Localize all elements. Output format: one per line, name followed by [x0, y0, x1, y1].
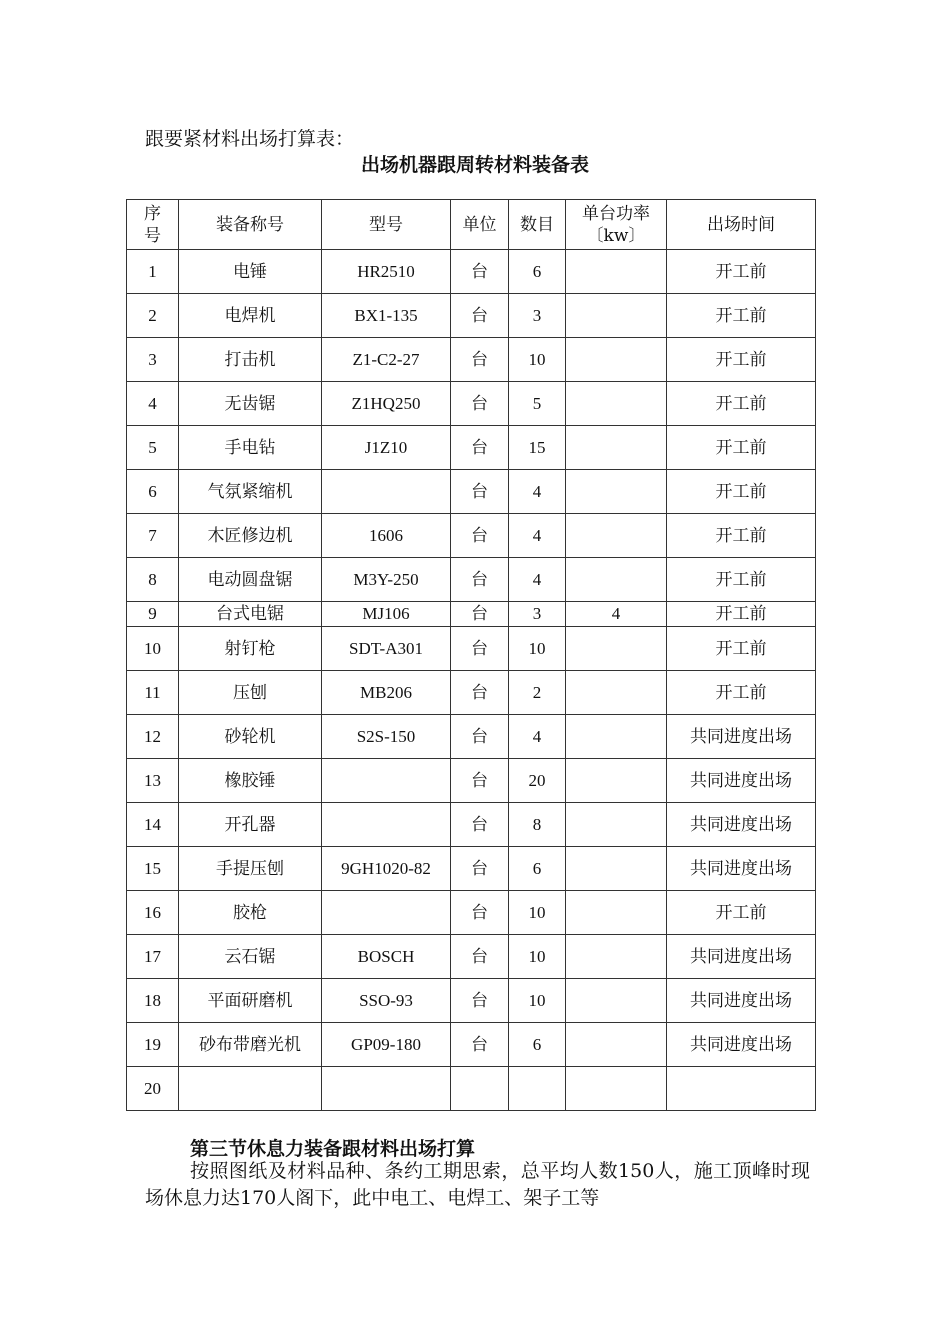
cell-model: Z1-C2-27	[322, 338, 451, 382]
cell-time: 共同进度出场	[667, 935, 816, 979]
cell-unit: 台	[451, 602, 509, 627]
header-no: 序号	[127, 200, 179, 250]
cell-unit: 台	[451, 715, 509, 759]
cell-no: 4	[127, 382, 179, 426]
cell-no: 14	[127, 803, 179, 847]
cell-qty: 4	[509, 470, 566, 514]
cell-qty: 6	[509, 847, 566, 891]
cell-no: 12	[127, 715, 179, 759]
cell-power	[566, 338, 667, 382]
cell-no: 10	[127, 627, 179, 671]
cell-no: 13	[127, 759, 179, 803]
cell-name: 电锤	[179, 250, 322, 294]
cell-model: 9GH1020-82	[322, 847, 451, 891]
cell-model: 1606	[322, 514, 451, 558]
cell-name: 砂轮机	[179, 715, 322, 759]
cell-qty: 2	[509, 671, 566, 715]
cell-unit: 台	[451, 847, 509, 891]
cell-unit: 台	[451, 382, 509, 426]
cell-time: 共同进度出场	[667, 1023, 816, 1067]
cell-qty: 10	[509, 891, 566, 935]
cell-time: 开工前	[667, 891, 816, 935]
cell-name: 气氛紧缩机	[179, 470, 322, 514]
cell-model: J1Z10	[322, 426, 451, 470]
cell-model	[322, 759, 451, 803]
cell-name: 电焊机	[179, 294, 322, 338]
header-power: 单台功率〔kw〕	[566, 200, 667, 250]
table-row	[127, 558, 816, 602]
cell-no: 15	[127, 847, 179, 891]
cell-power	[566, 935, 667, 979]
cell-power	[566, 382, 667, 426]
cell-model: M3Y-250	[322, 558, 451, 602]
cell-time: 开工前	[667, 338, 816, 382]
cell-no: 8	[127, 558, 179, 602]
cell-time: 开工前	[667, 602, 816, 627]
table-row	[127, 671, 816, 715]
cell-unit: 台	[451, 426, 509, 470]
cell-model: Z1HQ250	[322, 382, 451, 426]
section-title: 第三节休息力装备跟材料出场打算	[190, 1138, 476, 1160]
cell-unit: 台	[451, 979, 509, 1023]
cell-name: 无齿锯	[179, 382, 322, 426]
cell-no: 2	[127, 294, 179, 338]
table-row	[127, 891, 816, 935]
cell-no: 16	[127, 891, 179, 935]
cell-model	[322, 891, 451, 935]
cell-qty: 8	[509, 803, 566, 847]
table-row	[127, 514, 816, 558]
table-row	[127, 382, 816, 426]
cell-model: SSO-93	[322, 979, 451, 1023]
cell-power	[566, 803, 667, 847]
cell-name: 木匠修边机	[179, 514, 322, 558]
cell-name: 橡胶锤	[179, 759, 322, 803]
cell-name: 手电钻	[179, 426, 322, 470]
cell-model: SDT-A301	[322, 627, 451, 671]
cell-name: 开孔器	[179, 803, 322, 847]
cell-qty: 20	[509, 759, 566, 803]
cell-time: 开工前	[667, 671, 816, 715]
cell-unit	[451, 1067, 509, 1111]
cell-unit: 台	[451, 891, 509, 935]
table-row	[127, 935, 816, 979]
cell-time: 共同进度出场	[667, 979, 816, 1023]
table-row	[127, 627, 816, 671]
cell-name: 打击机	[179, 338, 322, 382]
cell-no: 1	[127, 250, 179, 294]
cell-qty: 6	[509, 250, 566, 294]
cell-no: 17	[127, 935, 179, 979]
cell-power	[566, 671, 667, 715]
cell-time: 开工前	[667, 382, 816, 426]
cell-power	[566, 715, 667, 759]
cell-power	[566, 847, 667, 891]
cell-no: 20	[127, 1067, 179, 1111]
cell-qty: 3	[509, 294, 566, 338]
cell-model	[322, 470, 451, 514]
cell-model: BX1-135	[322, 294, 451, 338]
cell-no: 9	[127, 602, 179, 627]
cell-unit: 台	[451, 671, 509, 715]
table-row	[127, 426, 816, 470]
cell-model: BOSCH	[322, 935, 451, 979]
header-qty: 数目	[509, 200, 566, 250]
cell-unit: 台	[451, 1023, 509, 1067]
cell-power	[566, 979, 667, 1023]
cell-power	[566, 1067, 667, 1111]
cell-no: 6	[127, 470, 179, 514]
cell-model: HR2510	[322, 250, 451, 294]
cell-model: MJ106	[322, 602, 451, 627]
cell-time: 开工前	[667, 426, 816, 470]
cell-unit: 台	[451, 470, 509, 514]
cell-time: 共同进度出场	[667, 803, 816, 847]
table-row	[127, 294, 816, 338]
table-title: 出场机器跟周转材料装备表	[360, 154, 589, 176]
cell-name: 云石锯	[179, 935, 322, 979]
cell-no: 3	[127, 338, 179, 382]
cell-power	[566, 250, 667, 294]
cell-power	[566, 470, 667, 514]
table-row	[127, 715, 816, 759]
cell-qty: 10	[509, 338, 566, 382]
cell-power	[566, 294, 667, 338]
table-row	[127, 1023, 816, 1067]
cell-qty: 15	[509, 426, 566, 470]
cell-qty: 4	[509, 558, 566, 602]
cell-time: 开工前	[667, 294, 816, 338]
cell-name: 电动圆盘锯	[179, 558, 322, 602]
cell-qty: 10	[509, 979, 566, 1023]
cell-unit: 台	[451, 514, 509, 558]
table-row	[127, 338, 816, 382]
cell-qty: 6	[509, 1023, 566, 1067]
cell-name: 平面研磨机	[179, 979, 322, 1023]
cell-no: 18	[127, 979, 179, 1023]
cell-unit: 台	[451, 294, 509, 338]
cell-time: 开工前	[667, 514, 816, 558]
cell-unit: 台	[451, 558, 509, 602]
cell-unit: 台	[451, 803, 509, 847]
header-name: 装备称号	[179, 200, 322, 250]
header-row	[127, 200, 816, 250]
cell-time: 开工前	[667, 558, 816, 602]
cell-no: 7	[127, 514, 179, 558]
cell-power	[566, 426, 667, 470]
cell-time: 共同进度出场	[667, 847, 816, 891]
table-row	[127, 1067, 816, 1111]
cell-time: 开工前	[667, 627, 816, 671]
cell-unit: 台	[451, 935, 509, 979]
cell-model: GP09-180	[322, 1023, 451, 1067]
cell-name: 胶枪	[179, 891, 322, 935]
table-row	[127, 250, 816, 294]
cell-time	[667, 1067, 816, 1111]
cell-model: S2S-150	[322, 715, 451, 759]
cell-unit: 台	[451, 250, 509, 294]
table-row	[127, 759, 816, 803]
cell-qty: 10	[509, 935, 566, 979]
cell-power	[566, 558, 667, 602]
cell-power	[566, 627, 667, 671]
cell-power	[566, 1023, 667, 1067]
cell-qty: 4	[509, 514, 566, 558]
cell-time: 开工前	[667, 470, 816, 514]
table-row	[127, 847, 816, 891]
header-model: 型号	[322, 200, 451, 250]
cell-no: 5	[127, 426, 179, 470]
cell-name: 压刨	[179, 671, 322, 715]
intro-line: 跟要紧材料出场打算表：	[145, 128, 355, 150]
cell-name	[179, 1067, 322, 1111]
cell-name: 台式电锯	[179, 602, 322, 627]
cell-time: 开工前	[667, 250, 816, 294]
cell-model	[322, 803, 451, 847]
cell-time: 共同进度出场	[667, 759, 816, 803]
cell-power: 4	[566, 602, 667, 627]
cell-name: 砂布带磨光机	[179, 1023, 322, 1067]
cell-power	[566, 891, 667, 935]
cell-unit: 台	[451, 759, 509, 803]
cell-model	[322, 1067, 451, 1111]
cell-no: 11	[127, 671, 179, 715]
equipment-table	[126, 199, 816, 1111]
cell-qty	[509, 1067, 566, 1111]
cell-qty: 10	[509, 627, 566, 671]
cell-model: MB206	[322, 671, 451, 715]
cell-qty: 4	[509, 715, 566, 759]
table-row	[127, 803, 816, 847]
cell-name: 射钉枪	[179, 627, 322, 671]
header-time: 出场时间	[667, 200, 816, 250]
table-row	[127, 602, 816, 627]
cell-no: 19	[127, 1023, 179, 1067]
body-paragraph: 按照图纸及材料品种、条约工期思索，总平均人数150人，施工顶峰时现场休息力达170人阁下，此中电工、电焊工、架子工等	[145, 1160, 810, 1209]
table-row	[127, 470, 816, 514]
cell-qty: 5	[509, 382, 566, 426]
cell-time: 共同进度出场	[667, 715, 816, 759]
cell-qty: 3	[509, 602, 566, 627]
cell-power	[566, 759, 667, 803]
cell-unit: 台	[451, 338, 509, 382]
cell-power	[566, 514, 667, 558]
header-unit: 单位	[451, 200, 509, 250]
cell-name: 手提压刨	[179, 847, 322, 891]
table-row	[127, 979, 816, 1023]
cell-unit: 台	[451, 627, 509, 671]
